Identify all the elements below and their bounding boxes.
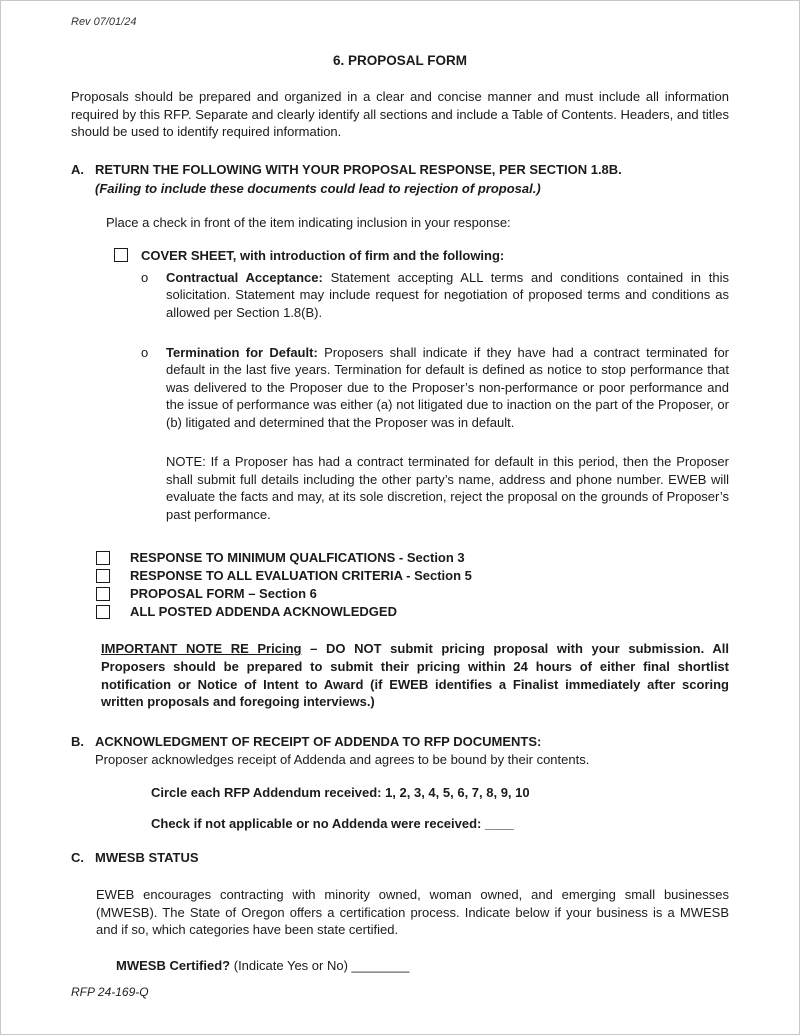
checklist-row-minimum-qualifications [96,549,729,566]
minimum-qualifications-checkbox[interactable] [96,551,110,565]
document-footer: RFP 24-169-Q [71,984,149,999]
proposal-form-checkbox[interactable] [96,587,110,601]
section-b-heading [71,733,729,751]
cover-sheet-row [114,247,729,265]
bullet-marker: o [141,269,149,285]
mwesb-certified-line [116,957,729,975]
section-c-title: MWESB STATUS [95,849,199,865]
mwesb-certified-label: MWESB Certified? [116,958,231,974]
checklist-label: RESPONSE TO MINIMUM QUALFICATIONS - Section 3 [130,550,465,566]
important-note-body: – DO NOT submit pricing proposal with your submission. All Proposers should be prepared to submit their pricing within 24 hours of either final shortlist notification or Notice of Intent to Award (if EWEB identifies a Finalist immediately after scoring written proposals and foregoing interviews.) [101,641,729,710]
check-instruction: Place a check in front of the item indicating inclusion in your response: [106,214,511,230]
section-a-subtitle: (Failing to include these documents could lead to rejection of proposal.) [95,181,541,197]
section-c-heading [71,849,729,867]
cover-sheet-checkbox[interactable] [114,248,128,262]
section-b-body: Proposer acknowledges receipt of Addenda and agrees to be bound by their contents. [95,752,590,768]
checklist-row-addenda-acknowledged [96,603,729,620]
checklist [96,549,729,620]
termination-default-body: Proposers shall indicate if they have had a contract terminated for default in the last five years. Termination for default is defined as notice to stop performance that was delivered to the Proposer due to the Proposer’s non-performance or poor performance and the issue of performance was either (a) not litigated due to inaction on the part of the Proposer, or (b) litigated and determined that the Proposer was in default. [166,344,730,430]
section-a-letter: A. [71,161,84,177]
checklist-label: RESPONSE TO ALL EVALUATION CRITERIA - Section 5 [130,568,472,584]
not-applicable-line: Check if not applicable or no Addenda were received: ____ [151,816,514,832]
evaluation-criteria-checkbox[interactable] [96,569,110,583]
page-title: 6. PROPOSAL FORM [332,52,468,68]
section-a-heading-body [95,161,622,198]
bullet-contractual-text [166,269,729,322]
contractual-acceptance-body: Statement accepting ALL terms and conditions contained in this solicitation. Statement may include request for negotiation of proposed terms and conditions as allowed per Section 1.8(B). [166,269,729,320]
section-b-letter: B. [71,733,84,749]
section-c-body: EWEB encourages contracting with minority owned, woman owned, and emerging small businesses (MWESB). The State of Oregon offers a certification process. Indicate below if your business is a MWESB and if so, which categories have been state certified. [96,887,729,938]
note-paragraph: NOTE: If a Proposer has had a contract terminated for default in this period, then the Proposer shall submit full details including the other party’s name, address and phone number. EWEB will evaluate the facts and may, at its sole discretion, reject the proposal on the grounds of Proposer’s past performance. [166,454,729,522]
checklist-label: PROPOSAL FORM – Section 6 [130,586,317,602]
section-b-title: ACKNOWLEDGMENT OF RECEIPT OF ADDENDA TO RFP DOCUMENTS: [95,733,542,749]
section-c-letter: C. [71,849,84,865]
bullet-marker: o [141,344,149,360]
bullet-termination-text [166,344,729,432]
bullet-termination-default [141,344,729,432]
circle-addendum-line: Circle each RFP Addendum received: 1, 2, 3, 4, 5, 6, 7, 8, 9, 10 [151,784,530,800]
termination-default-label: Termination for Default: [166,344,318,360]
revision-date: Rev 07/01/24 [71,16,137,28]
cover-sheet-label: COVER SHEET, with introduction of firm and the following: [141,248,505,264]
checklist-label: ALL POSTED ADDENDA ACKNOWLEDGED [130,604,397,620]
addenda-acknowledged-checkbox[interactable] [96,605,110,619]
important-pricing-note [101,640,729,710]
bullet-contractual-acceptance [141,269,729,322]
checklist-row-evaluation-criteria [96,567,729,584]
mwesb-certified-blank: (Indicate Yes or No) ________ [230,958,410,974]
checklist-row-proposal-form [96,585,729,602]
section-a-title: RETURN THE FOLLOWING WITH YOUR PROPOSAL RESPONSE, PER SECTION 1.8B. [95,161,622,177]
contractual-acceptance-label: Contractual Acceptance: [166,269,323,285]
section-a-heading [71,161,729,198]
important-note-heading: IMPORTANT NOTE RE Pricing [101,641,302,657]
intro-paragraph: Proposals should be prepared and organized in a clear and concise manner and must include all information required by this RFP. Separate and clearly identify all sections and include a Table of Contents. Headers, and titles should be used to identify required information. [71,89,729,140]
